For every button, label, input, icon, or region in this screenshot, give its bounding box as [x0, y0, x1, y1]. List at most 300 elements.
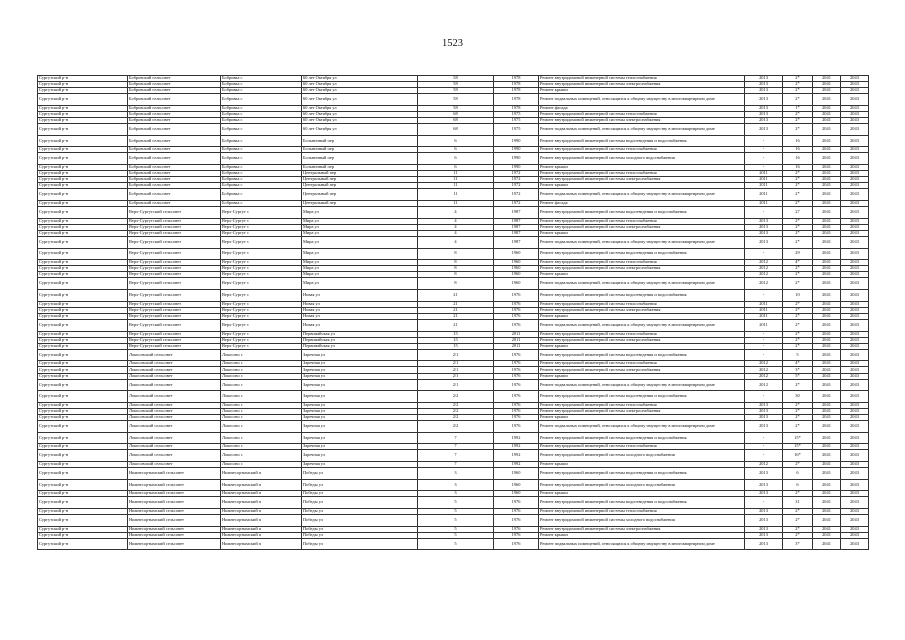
settlement-council-cell: Нижнесортымский сельсовет	[128, 532, 221, 538]
work-type-cell: Ремонт внутридомовой инженерной системы электроснабжения	[539, 82, 745, 88]
district-cell: Сургутский р-н	[38, 331, 128, 337]
district-cell: Сургутский р-н	[38, 343, 128, 349]
work-type-cell: Ремонт внутридомовой инженерной системы электроснабжения	[539, 526, 745, 532]
settlement-council-cell: Верх-Сургутский сельсовет	[128, 301, 221, 307]
street-cell: Победы ул	[302, 497, 418, 509]
planned-end-year-cell: 2043	[841, 450, 869, 462]
district-cell: Сургутский р-н	[38, 432, 128, 444]
street-cell: Мира ул	[302, 230, 418, 236]
service-life-cell: 15*	[783, 432, 813, 444]
table-row	[38, 538, 869, 550]
house-number-cell: 8	[418, 248, 494, 260]
settlement-council-cell: Верх-Сургутский сельсовет	[128, 331, 221, 337]
construction-year-cell: 1976	[494, 497, 539, 509]
house-number-cell: 6	[418, 153, 494, 165]
street-cell: Заречная ул	[302, 367, 418, 373]
street-cell: Заречная ул	[302, 415, 418, 421]
planned-end-year-cell: 2043	[841, 343, 869, 349]
construction-year-cell: 1976	[494, 361, 539, 367]
service-life-cell: 5	[783, 349, 813, 361]
work-type-cell: Ремонт внутридомовой инженерной системы электроснабжения	[539, 224, 745, 230]
district-cell: Сургутский р-н	[38, 171, 128, 177]
locality-cell: Бобровка с	[221, 88, 302, 94]
construction-year-cell: 1978	[494, 76, 539, 82]
service-life-cell: 2*	[783, 230, 813, 236]
construction-year-cell: 1987	[494, 224, 539, 230]
street-cell: Мира ул	[302, 278, 418, 290]
locality-cell: Нижнесортымский п	[221, 532, 302, 538]
last-repair-year-cell: 2012	[745, 379, 783, 391]
street-cell: Победы ул	[302, 508, 418, 514]
house-number-cell: 68	[418, 118, 494, 124]
service-life-cell: 15*	[783, 444, 813, 450]
house-number-cell: 5	[418, 497, 494, 509]
last-repair-year-cell: 2011	[745, 301, 783, 307]
service-life-cell: 6	[783, 468, 813, 480]
last-repair-year-cell: 2013	[745, 526, 783, 532]
locality-cell: Верх-Сургут с	[221, 290, 302, 302]
street-cell: Победы ул	[302, 491, 418, 497]
last-repair-year-cell: 2011	[745, 189, 783, 201]
planned-start-year-cell: 2041	[813, 260, 841, 266]
settlement-council-cell: Верх-Сургутский сельсовет	[128, 313, 221, 319]
house-number-cell: 11	[418, 177, 494, 183]
planned-end-year-cell: 2043	[841, 361, 869, 367]
settlement-council-cell: Нижнесортымский сельсовет	[128, 508, 221, 514]
table-row	[38, 421, 869, 433]
street-cell: Новая ул	[302, 307, 418, 313]
locality-cell: Верх-Сургут с	[221, 301, 302, 307]
settlement-council-cell: Бобровский сельсовет	[128, 76, 221, 82]
house-number-cell: 8	[418, 278, 494, 290]
work-type-cell: Ремонт фасада	[539, 201, 745, 207]
district-cell: Сургутский р-н	[38, 367, 128, 373]
street-cell: Победы ул	[302, 526, 418, 532]
locality-cell: Нижнесортымский п	[221, 538, 302, 550]
work-type-cell: Ремонт внутридомовой инженерной системы теплоснабжения	[539, 111, 745, 117]
table-row	[38, 468, 869, 480]
service-life-cell: 2*	[783, 218, 813, 224]
street-cell: Первомайская ул	[302, 337, 418, 343]
settlement-council-cell: Нижнесортымский сельсовет	[128, 468, 221, 480]
construction-year-cell: 1987	[494, 230, 539, 236]
street-cell: Центральный пер	[302, 171, 418, 177]
planned-end-year-cell: 2043	[841, 201, 869, 207]
street-cell: Первомайская ул	[302, 331, 418, 337]
locality-cell: Верх-Сургут с	[221, 272, 302, 278]
last-repair-year-cell: 2013	[745, 532, 783, 538]
last-repair-year-cell: -	[745, 444, 783, 450]
street-cell: Больничный пер	[302, 153, 418, 165]
last-repair-year-cell: 2012	[745, 367, 783, 373]
service-life-cell: 16	[783, 135, 813, 147]
construction-year-cell: 1960	[494, 468, 539, 480]
construction-year-cell: 1976	[494, 290, 539, 302]
planned-end-year-cell: 2043	[841, 236, 869, 248]
last-repair-year-cell: -	[745, 153, 783, 165]
service-life-cell: 2*	[783, 307, 813, 313]
district-cell: Сургутский р-н	[38, 538, 128, 550]
street-cell: Новая ул	[302, 290, 418, 302]
planned-start-year-cell: 2041	[813, 183, 841, 189]
settlement-council-cell: Бобровский сельсовет	[128, 124, 221, 136]
planned-end-year-cell: 2043	[841, 319, 869, 331]
settlement-council-cell: Верх-Сургутский сельсовет	[128, 272, 221, 278]
district-cell: Сургутский р-н	[38, 373, 128, 379]
construction-year-cell: 1960	[494, 248, 539, 260]
locality-cell: Бобровка с	[221, 147, 302, 153]
construction-year-cell: 1978	[494, 88, 539, 94]
house-number-cell: 6	[418, 147, 494, 153]
street-cell: Мира ул	[302, 224, 418, 230]
planned-start-year-cell: 2041	[813, 307, 841, 313]
settlement-council-cell: Верх-Сургутский сельсовет	[128, 278, 221, 290]
planned-start-year-cell: 2041	[813, 290, 841, 302]
planned-end-year-cell: 2043	[841, 135, 869, 147]
construction-year-cell: 1976	[494, 402, 539, 408]
work-type-cell: Ремонт внутридомовой инженерной системы теплоснабжения	[539, 331, 745, 337]
construction-year-cell: 1992	[494, 462, 539, 468]
planned-start-year-cell: 2041	[813, 319, 841, 331]
house-number-cell: 3	[418, 479, 494, 491]
service-life-cell: 2*	[783, 515, 813, 527]
work-type-cell: Ремонт внутридомовой инженерной системы водоотведения и водоснабжения	[539, 468, 745, 480]
settlement-council-cell: Верх-Сургутский сельсовет	[128, 248, 221, 260]
locality-cell: Нижнесортымский п	[221, 526, 302, 532]
construction-year-cell: 1992	[494, 450, 539, 462]
last-repair-year-cell: -	[745, 497, 783, 509]
table-body	[38, 76, 869, 550]
work-type-cell: Ремонт подвальных помещений, относящихся к общему имуществу в многоквартирном доме	[539, 319, 745, 331]
service-life-cell: 2*	[783, 224, 813, 230]
repair-schedule-table	[37, 75, 869, 550]
house-number-cell: 2/2	[418, 408, 494, 414]
house-number-cell: 2/1	[418, 349, 494, 361]
service-life-cell: 2*	[783, 118, 813, 124]
street-cell: 60 лет Октября ул	[302, 124, 418, 136]
planned-end-year-cell: 2043	[841, 105, 869, 111]
work-type-cell: Ремонт внутридомовой инженерной системы водоотведения и водоснабжения	[539, 391, 745, 403]
house-number-cell: 5	[418, 532, 494, 538]
work-type-cell: Ремонт внутридомовой инженерной системы водоотведения и водоснабжения	[539, 248, 745, 260]
service-life-cell: 4*	[783, 260, 813, 266]
house-number-cell: 58	[418, 82, 494, 88]
last-repair-year-cell: 2012	[745, 373, 783, 379]
planned-start-year-cell: 2041	[813, 421, 841, 433]
street-cell: 60 лет Октября ул	[302, 118, 418, 124]
street-cell: Победы ул	[302, 515, 418, 527]
planned-start-year-cell: 2041	[813, 301, 841, 307]
construction-year-cell: 1972	[494, 201, 539, 207]
district-cell: Сургутский р-н	[38, 118, 128, 124]
construction-year-cell: 1978	[494, 105, 539, 111]
planned-start-year-cell: 2041	[813, 408, 841, 414]
service-life-cell: 2*	[783, 379, 813, 391]
construction-year-cell: 1976	[494, 508, 539, 514]
service-life-cell: 29	[783, 248, 813, 260]
district-cell: Сургутский р-н	[38, 248, 128, 260]
locality-cell: Нижнесортымский п	[221, 479, 302, 491]
planned-start-year-cell: 2041	[813, 462, 841, 468]
construction-year-cell: 1990	[494, 153, 539, 165]
locality-cell: Локосово с	[221, 444, 302, 450]
planned-start-year-cell: 2041	[813, 278, 841, 290]
service-life-cell: 2*	[783, 266, 813, 272]
settlement-council-cell: Локосовский сельсовет	[128, 432, 221, 444]
last-repair-year-cell: 2013	[745, 402, 783, 408]
house-number-cell: 58	[418, 94, 494, 106]
work-type-cell: Ремонт внутридомовой инженерной системы теплоснабжения	[539, 301, 745, 307]
work-type-cell: Ремонт внутридомовой инженерной системы холодного водоснабжения	[539, 515, 745, 527]
last-repair-year-cell: -	[745, 391, 783, 403]
planned-end-year-cell: 2043	[841, 479, 869, 491]
planned-end-year-cell: 2043	[841, 526, 869, 532]
street-cell: Больничный пер	[302, 135, 418, 147]
work-type-cell: Ремонт внутридомовой инженерной системы водоотведения и водоснабжения	[539, 290, 745, 302]
planned-end-year-cell: 2043	[841, 444, 869, 450]
construction-year-cell: 1976	[494, 515, 539, 527]
street-cell: Заречная ул	[302, 361, 418, 367]
table-row	[38, 290, 869, 302]
district-cell: Сургутский р-н	[38, 207, 128, 219]
locality-cell: Локосово с	[221, 450, 302, 462]
last-repair-year-cell: 2013	[745, 224, 783, 230]
settlement-council-cell: Бобровский сельсовет	[128, 183, 221, 189]
planned-end-year-cell: 2043	[841, 349, 869, 361]
settlement-council-cell: Бобровский сельсовет	[128, 201, 221, 207]
planned-start-year-cell: 2041	[813, 201, 841, 207]
house-number-cell: 4	[418, 224, 494, 230]
service-life-cell: 3*	[783, 367, 813, 373]
settlement-council-cell: Верх-Сургутский сельсовет	[128, 236, 221, 248]
service-life-cell: 16	[783, 165, 813, 171]
house-number-cell: 2/1	[418, 373, 494, 379]
last-repair-year-cell: 2013	[745, 82, 783, 88]
planned-end-year-cell: 2043	[841, 230, 869, 236]
locality-cell: Верх-Сургут с	[221, 260, 302, 266]
construction-year-cell: 1976	[494, 415, 539, 421]
settlement-council-cell: Бобровский сельсовет	[128, 165, 221, 171]
construction-year-cell: 1960	[494, 491, 539, 497]
settlement-council-cell: Нижнесортымский сельсовет	[128, 538, 221, 550]
planned-start-year-cell: 2041	[813, 124, 841, 136]
table-row	[38, 391, 869, 403]
house-number-cell: 2/2	[418, 402, 494, 408]
house-number-cell: 5	[418, 515, 494, 527]
construction-year-cell: 1992	[494, 444, 539, 450]
planned-end-year-cell: 2043	[841, 266, 869, 272]
last-repair-year-cell: 2013	[745, 468, 783, 480]
planned-start-year-cell: 2041	[813, 135, 841, 147]
locality-cell: Локосово с	[221, 391, 302, 403]
locality-cell: Нижнесортымский п	[221, 497, 302, 509]
planned-end-year-cell: 2043	[841, 124, 869, 136]
locality-cell: Верх-Сургут с	[221, 266, 302, 272]
house-number-cell: 4	[418, 230, 494, 236]
work-type-cell: Ремонт внутридомовой инженерной системы теплоснабжения	[539, 76, 745, 82]
house-number-cell: 68	[418, 124, 494, 136]
planned-end-year-cell: 2043	[841, 408, 869, 414]
last-repair-year-cell: -	[745, 432, 783, 444]
planned-start-year-cell: 2041	[813, 94, 841, 106]
planned-start-year-cell: 2041	[813, 177, 841, 183]
planned-start-year-cell: 2041	[813, 373, 841, 379]
street-cell: Заречная ул	[302, 462, 418, 468]
district-cell: Сургутский р-н	[38, 272, 128, 278]
planned-end-year-cell: 2043	[841, 331, 869, 337]
district-cell: Сургутский р-н	[38, 491, 128, 497]
planned-end-year-cell: 2043	[841, 207, 869, 219]
service-life-cell: 2*	[783, 526, 813, 532]
settlement-council-cell: Бобровский сельсовет	[128, 88, 221, 94]
street-cell: Мира ул	[302, 236, 418, 248]
house-number-cell: 15	[418, 337, 494, 343]
street-cell: Новая ул	[302, 319, 418, 331]
district-cell: Сургутский р-н	[38, 183, 128, 189]
construction-year-cell: 1975	[494, 118, 539, 124]
district-cell: Сургутский р-н	[38, 105, 128, 111]
table-row	[38, 450, 869, 462]
planned-start-year-cell: 2041	[813, 313, 841, 319]
house-number-cell: 2/2	[418, 421, 494, 433]
construction-year-cell: 2011	[494, 337, 539, 343]
street-cell: Победы ул	[302, 538, 418, 550]
planned-start-year-cell: 2041	[813, 508, 841, 514]
service-life-cell: 2*	[783, 94, 813, 106]
locality-cell: Верх-Сургут с	[221, 230, 302, 236]
district-cell: Сургутский р-н	[38, 189, 128, 201]
construction-year-cell: 1976	[494, 421, 539, 433]
locality-cell: Локосово с	[221, 402, 302, 408]
construction-year-cell: 1972	[494, 177, 539, 183]
planned-start-year-cell: 2041	[813, 236, 841, 248]
work-type-cell: Ремонт внутридомовой инженерной системы холодного водоснабжения	[539, 153, 745, 165]
planned-start-year-cell: 2041	[813, 532, 841, 538]
work-type-cell: Ремонт внутридомовой инженерной системы водоотведения и водоснабжения	[539, 207, 745, 219]
table-row	[38, 124, 869, 136]
house-number-cell: 21	[418, 313, 494, 319]
last-repair-year-cell: 2013	[745, 421, 783, 433]
service-life-cell: 2*	[783, 462, 813, 468]
house-number-cell: 11	[418, 189, 494, 201]
work-type-cell: Ремонт внутридомовой инженерной системы водоотведения и водоснабжения	[539, 497, 745, 509]
service-life-cell: 16	[783, 147, 813, 153]
planned-start-year-cell: 2041	[813, 331, 841, 337]
construction-year-cell: 1976	[494, 313, 539, 319]
house-number-cell: 8	[418, 260, 494, 266]
planned-start-year-cell: 2041	[813, 82, 841, 88]
last-repair-year-cell: 2013	[745, 538, 783, 550]
planned-start-year-cell: 2041	[813, 171, 841, 177]
district-cell: Сургутский р-н	[38, 532, 128, 538]
district-cell: Сургутский р-н	[38, 260, 128, 266]
last-repair-year-cell: -	[745, 450, 783, 462]
work-type-cell: Ремонт внутридомовой инженерной системы электроснабжения	[539, 307, 745, 313]
planned-start-year-cell: 2041	[813, 367, 841, 373]
work-type-cell: Ремонт внутридомовой инженерной системы холодного водоснабжения	[539, 479, 745, 491]
settlement-council-cell: Локосовский сельсовет	[128, 391, 221, 403]
work-type-cell: Ремонт внутридомовой инженерной системы теплоснабжения	[539, 260, 745, 266]
service-life-cell: 2*	[783, 177, 813, 183]
settlement-council-cell: Нижнесортымский сельсовет	[128, 479, 221, 491]
service-life-cell: 2*	[783, 421, 813, 433]
work-type-cell: Ремонт внутридомовой инженерной системы электроснабжения	[539, 408, 745, 414]
construction-year-cell: 1976	[494, 301, 539, 307]
construction-year-cell: 1960	[494, 479, 539, 491]
street-cell: Центральный пер	[302, 201, 418, 207]
district-cell: Сургутский р-н	[38, 497, 128, 509]
planned-end-year-cell: 2043	[841, 82, 869, 88]
construction-year-cell: 1978	[494, 94, 539, 106]
table-row	[38, 189, 869, 201]
work-type-cell: Ремонт внутридомовой инженерной системы водоотведения и водоснабжения	[539, 349, 745, 361]
district-cell: Сургутский р-н	[38, 82, 128, 88]
planned-end-year-cell: 2043	[841, 301, 869, 307]
street-cell: Больничный пер	[302, 165, 418, 171]
house-number-cell: 4	[418, 207, 494, 219]
work-type-cell: Ремонт крыши	[539, 343, 745, 349]
work-type-cell: Ремонт внутридомовой инженерной системы теплоснабжения	[539, 147, 745, 153]
planned-end-year-cell: 2043	[841, 88, 869, 94]
planned-end-year-cell: 2043	[841, 118, 869, 124]
house-number-cell: 4	[418, 236, 494, 248]
planned-start-year-cell: 2041	[813, 118, 841, 124]
street-cell: Победы ул	[302, 532, 418, 538]
locality-cell: Локосово с	[221, 361, 302, 367]
house-number-cell: 3	[418, 468, 494, 480]
district-cell: Сургутский р-н	[38, 135, 128, 147]
last-repair-year-cell: -	[745, 349, 783, 361]
service-life-cell: 2*	[783, 272, 813, 278]
service-life-cell: 2*	[783, 313, 813, 319]
district-cell: Сургутский р-н	[38, 468, 128, 480]
work-type-cell: Ремонт крыши	[539, 88, 745, 94]
last-repair-year-cell: 2011	[745, 171, 783, 177]
district-cell: Сургутский р-н	[38, 278, 128, 290]
settlement-council-cell: Бобровский сельсовет	[128, 153, 221, 165]
planned-start-year-cell: 2041	[813, 189, 841, 201]
service-life-cell: 2*	[783, 415, 813, 421]
settlement-council-cell: Бобровский сельсовет	[128, 82, 221, 88]
house-number-cell: 2/1	[418, 367, 494, 373]
last-repair-year-cell: 2013	[745, 94, 783, 106]
service-life-cell: 2*	[783, 82, 813, 88]
settlement-council-cell: Бобровский сельсовет	[128, 94, 221, 106]
construction-year-cell: 2011	[494, 343, 539, 349]
house-number-cell: 5	[418, 508, 494, 514]
last-repair-year-cell: -	[745, 331, 783, 337]
work-type-cell: Ремонт внутридомовой инженерной системы электроснабжения	[539, 367, 745, 373]
service-life-cell: 2*	[783, 491, 813, 497]
district-cell: Сургутский р-н	[38, 313, 128, 319]
house-number-cell: 11	[418, 183, 494, 189]
district-cell: Сургутский р-н	[38, 462, 128, 468]
work-type-cell: Ремонт крыши	[539, 532, 745, 538]
service-life-cell: 2*	[783, 76, 813, 82]
construction-year-cell: 1992	[494, 432, 539, 444]
planned-end-year-cell: 2043	[841, 111, 869, 117]
settlement-council-cell: Локосовский сельсовет	[128, 373, 221, 379]
last-repair-year-cell: -	[745, 135, 783, 147]
last-repair-year-cell: -	[745, 147, 783, 153]
planned-end-year-cell: 2043	[841, 402, 869, 408]
last-repair-year-cell: 2011	[745, 313, 783, 319]
planned-start-year-cell: 2041	[813, 207, 841, 219]
planned-end-year-cell: 2043	[841, 94, 869, 106]
district-cell: Сургутский р-н	[38, 230, 128, 236]
district-cell: Сургутский р-н	[38, 301, 128, 307]
settlement-council-cell: Локосовский сельсовет	[128, 462, 221, 468]
